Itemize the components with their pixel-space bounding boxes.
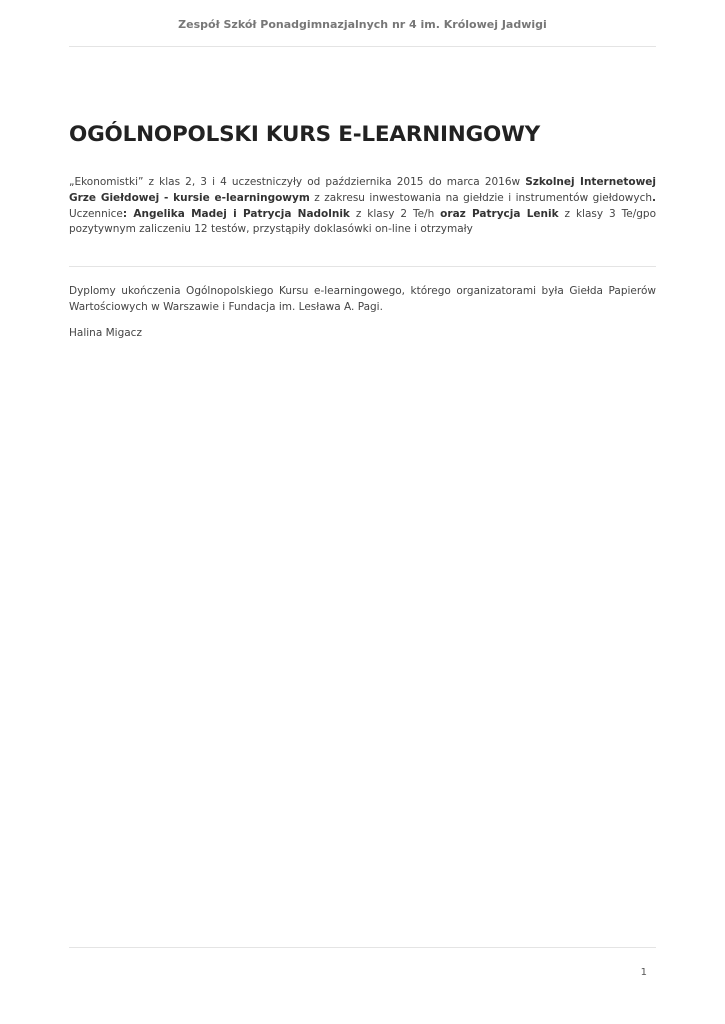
paragraph-bold-segment: . bbox=[652, 191, 657, 204]
article-title: OGÓLNOPOLSKI KURS E-LEARNINGOWY bbox=[69, 122, 540, 147]
paragraph-text-segment: z klasy 2 Te/h bbox=[349, 207, 441, 220]
article-author: Halina Migacz bbox=[69, 327, 142, 339]
paragraph-bold-segment: : Angelika Madej i Patrycja Nadolnik bbox=[122, 207, 350, 220]
footer-divider bbox=[69, 947, 656, 948]
page-number: 1 bbox=[640, 967, 647, 978]
content-divider bbox=[69, 266, 656, 267]
article-paragraph-diplomas: Dyplomy ukończenia Ogólnopolskiego Kursu e-learningowego, którego organizatorami była Giełda Papierów Wartościowych w Warszawie i Fundacja im. Lesława A. Pagi. bbox=[69, 285, 656, 313]
paragraph-text-segment: z zakresu inwestowania na giełdzie i instrumentów giełdowych bbox=[309, 191, 653, 204]
paragraph-text-segment: „Ekonomistki” z klas 2, 3 i 4 uczestniczyły od października 2015 do marca 2016w bbox=[69, 176, 526, 188]
article-paragraph-intro bbox=[69, 175, 656, 238]
paragraph-bold-segment: Szkolnej Internetowej Grze Giełdowej - kursie e-learningowym bbox=[69, 176, 656, 204]
page-header: Zespół Szkół Ponadgimnazjalnych nr 4 im. Królowej Jadwigi bbox=[178, 18, 547, 31]
paragraph-bold-segment: oraz Patrycja Lenik bbox=[440, 207, 559, 220]
paragraph-text-segment: z klasy 3 Te/gpo pozytywnym zaliczeniu 12 testów, przystąpiły doklasówki on-line i otrzymały bbox=[69, 207, 656, 236]
paragraph-text-segment: Uczennice bbox=[69, 207, 123, 220]
header-divider bbox=[69, 46, 656, 47]
